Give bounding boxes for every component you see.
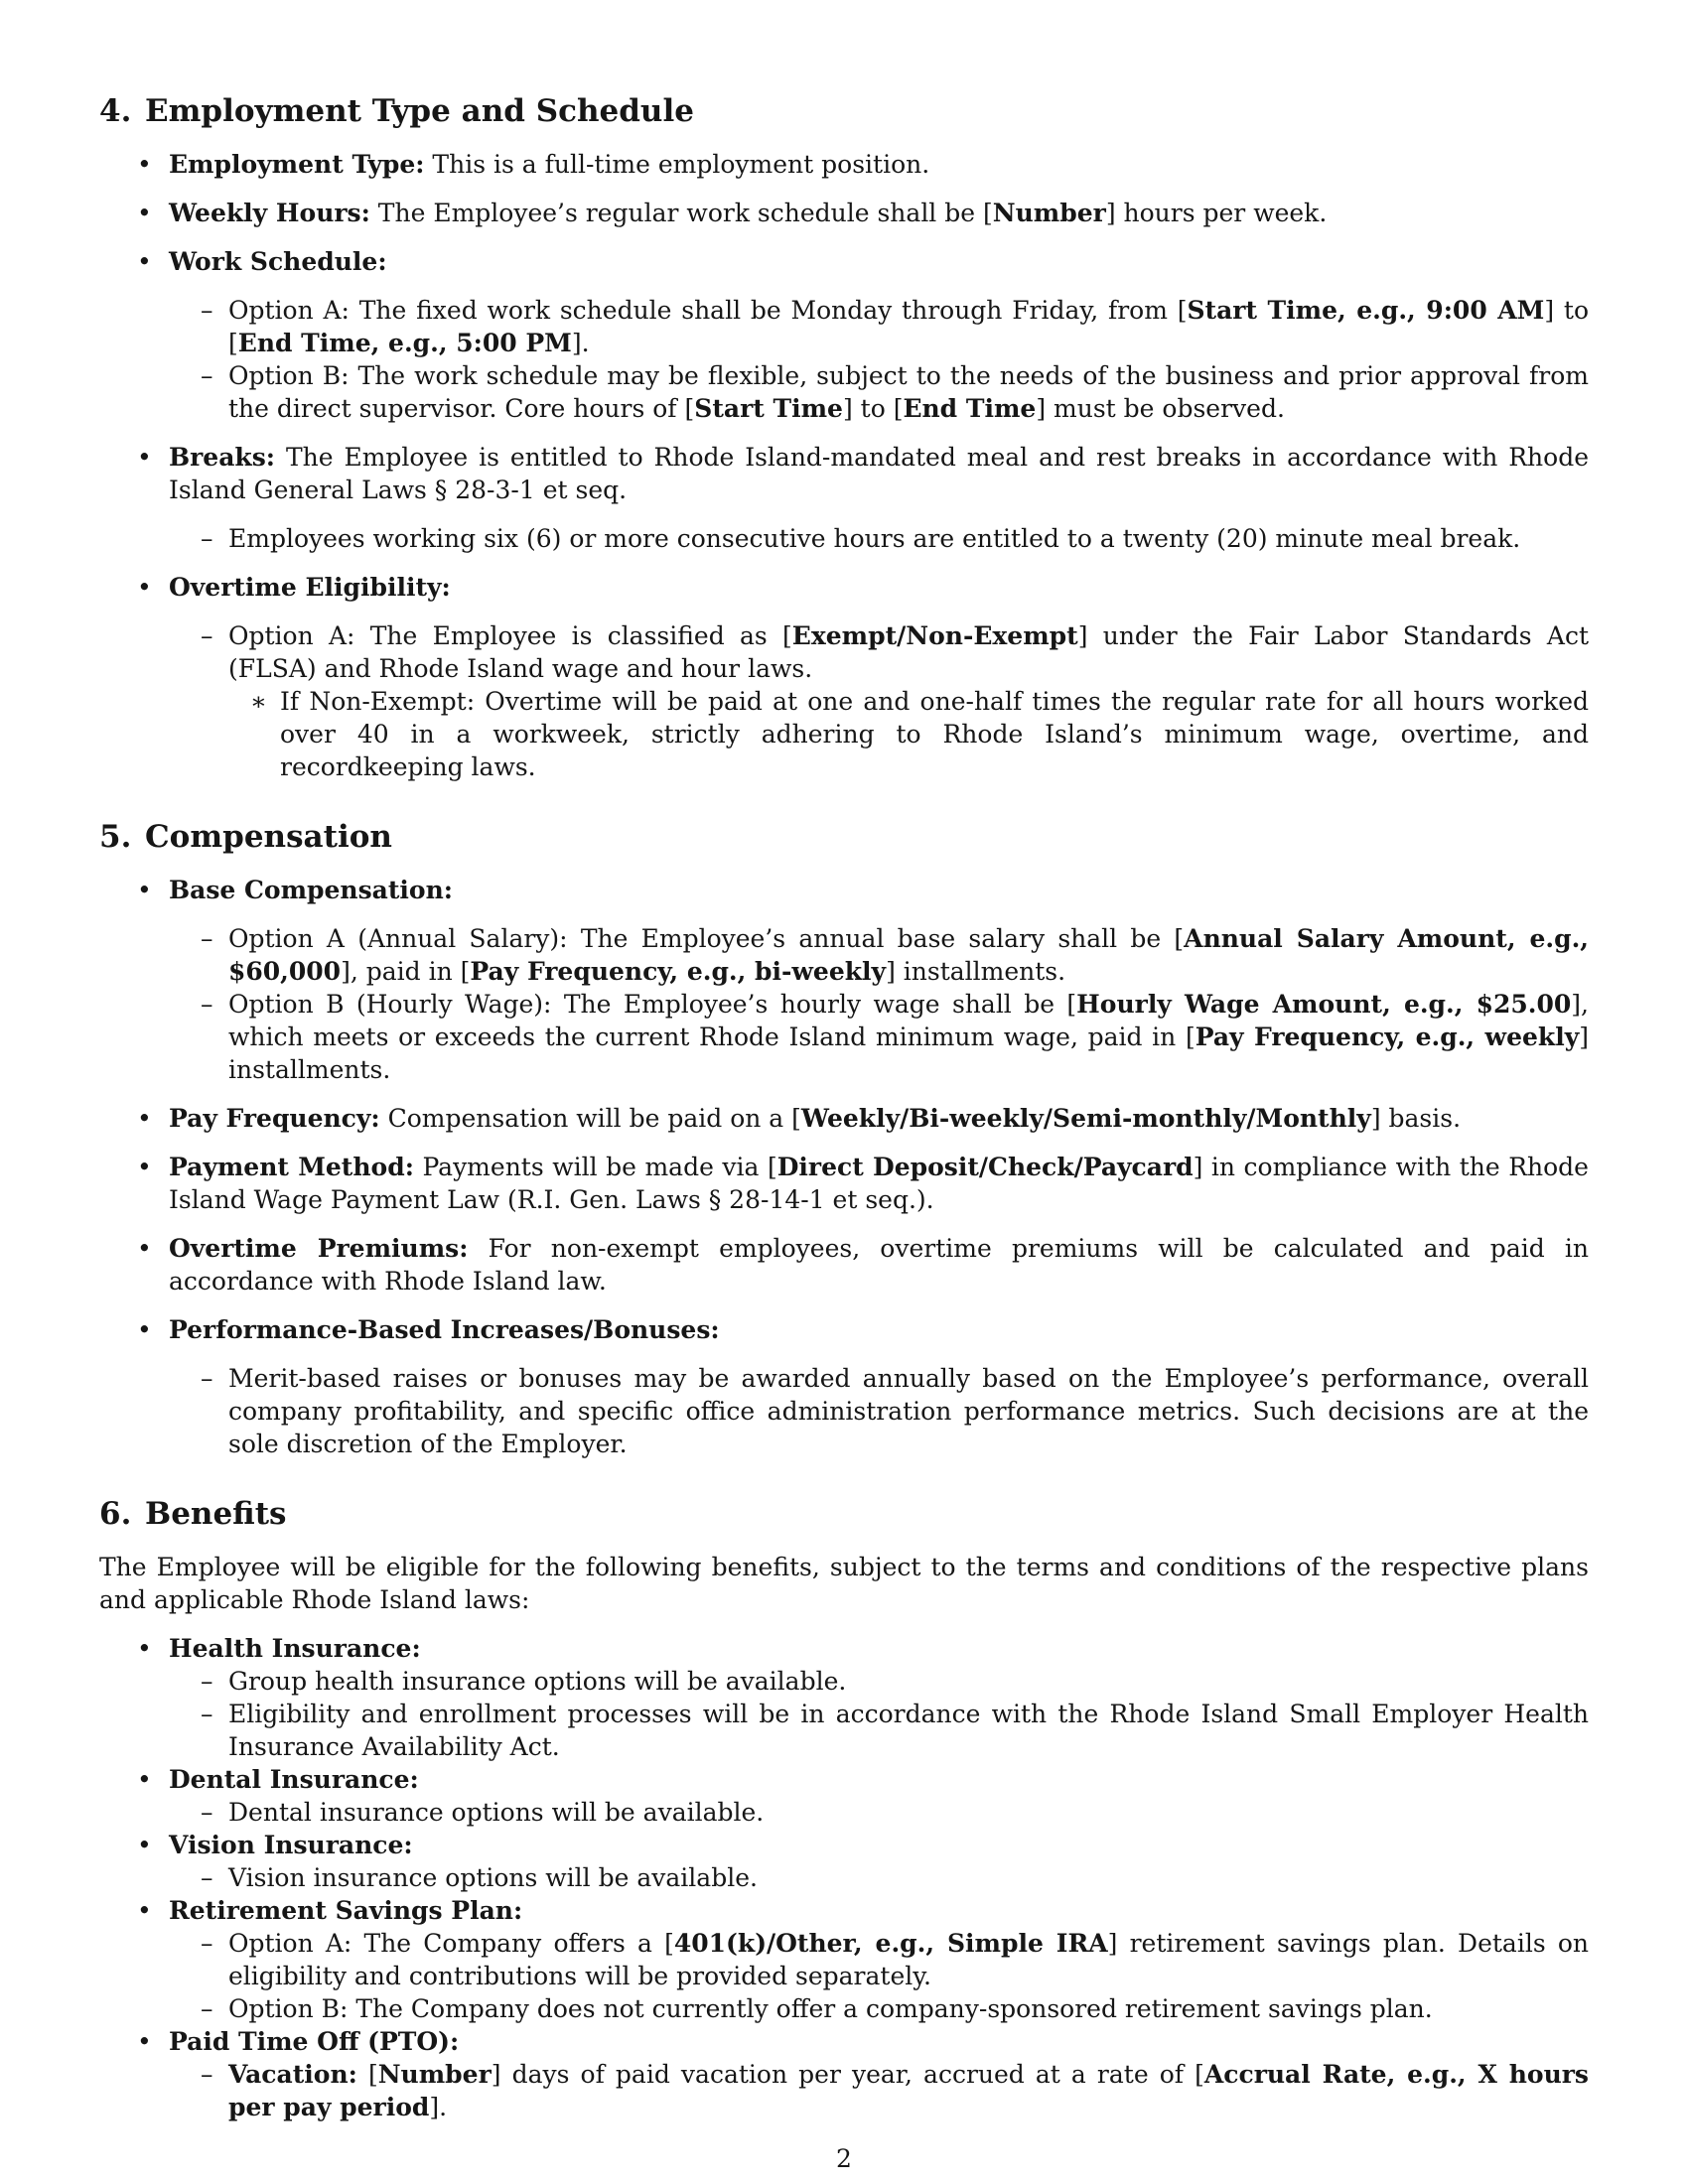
option-b-retirement: – Option B: The Company does not currently offer a company-sponsored retirement savings plan.	[99, 1992, 1589, 2025]
list-item-dental-insurance: • Dental Insurance: – Dental insurance options will be available.	[99, 1763, 1589, 1829]
health-item: – Eligibility and enrollment processes will be in accordance with the Rhode Island Small Employer Health Insurance Availability Act.	[99, 1698, 1589, 1763]
list-item-health-insurance: • Health Insurance: – Group health insurance options will be available. – Eligibility and enrollment processes will be in accordance with the Rhode Island Small Employer Health Insurance Availability Act.	[99, 1632, 1589, 1763]
list-item-base-compensation: • Base Compensation: – Option A (Annual Salary): The Employee’s annual base salary shall be [Annual Salary Amount, e.g., $60,000], paid in [Pay Frequency, e.g., bi-weekly] installments. – Option B (Hourly Wage): The Employee’s hourly wage shall be [Hourly Wage Amount, e.g., $25.00], which meets or exceeds the current Rhode Island minimum wage, paid in [Pay Frequency, e.g., weekly] installments.	[99, 874, 1589, 1086]
vacation-item: – Vacation: [Number] days of paid vacation per year, accrued at a rate of [Accrual Rate, e.g., X hours per pay period].	[99, 2058, 1589, 2123]
list-item-employment-type: • Employment Type: This is a full-time employment position.	[99, 148, 1589, 181]
section-heading	[99, 1494, 1589, 1534]
document-page	[99, 91, 1589, 2157]
section-number: 4.	[99, 93, 132, 129]
section-benefits	[99, 1494, 1589, 2123]
section-list	[99, 148, 1589, 783]
option-a-salary: – Option A (Annual Salary): The Employee’s annual base salary shall be [Annual Salary Amount, e.g., $60,000], paid in [Pay Frequency, e.g., bi-weekly] installments.	[99, 922, 1589, 988]
sub-list	[169, 522, 1589, 555]
meal-break-rule: – Employees working six (6) or more consecutive hours are entitled to a twenty (20) minute meal break.	[99, 522, 1589, 555]
section-title: Benefits	[145, 1496, 287, 1532]
sub-list	[169, 619, 1589, 783]
list-item-breaks: • Breaks: The Employee is entitled to Rhode Island-mandated meal and rest breaks in accordance with Rhode Island General Laws § 28-3-1 et seq. – Employees working six (6) or more consecutive hours are entitled to a twenty (20) minute meal break.	[99, 441, 1589, 555]
list-item-overtime-premiums: • Overtime Premiums: For non-exempt employees, overtime premiums will be calculated and paid in accordance with Rhode Island law.	[99, 1232, 1589, 1297]
list-item-weekly-hours: • Weekly Hours: The Employee’s regular work schedule shall be [Number] hours per week.	[99, 197, 1589, 229]
section-title: Employment Type and Schedule	[145, 93, 694, 129]
benefits-intro: The Employee will be eligible for the following benefits, subject to the terms and conditions of the respective plans and applicable Rhode Island laws:	[99, 1553, 1589, 1614]
sub-list	[169, 294, 1589, 425]
sub-list	[169, 1927, 1589, 2025]
health-item: – Group health insurance options will be available.	[99, 1665, 1589, 1698]
option-a-overtime: – Option A: The Employee is classified as [Exempt/Non-Exempt] under the Fair Labor Standards Act (FLSA) and Rhode Island wage and hour laws. ∗ If Non-Exempt: Overtime will be paid at one and one-half times the regular rate for all hours worked over 40 in a workweek, strictly adhering to Rhode Island’s minimum wage, overtime, and recordkeeping laws.	[99, 619, 1589, 783]
sub-list	[169, 1861, 1589, 1894]
sub-list	[169, 922, 1589, 1086]
section-heading	[99, 817, 1589, 857]
sub-list	[169, 1665, 1589, 1763]
section-number: 6.	[99, 1496, 132, 1532]
list-item-performance-increases: • Performance-Based Increases/Bonuses: – Merit-based raises or bonuses may be awarded annually based on the Employee’s performance, overall company profitability, and specific office administration performance metrics. Such decisions are at the sole discretion of the Employer.	[99, 1313, 1589, 1460]
list-item-overtime-eligibility: • Overtime Eligibility: – Option A: The Employee is classified as [Exempt/Non-Exempt] under the Fair Labor Standards Act (FLSA) and Rhode Island wage and hour laws. ∗ If Non-Exempt: Overtime will be paid at one and one-half times the regular rate for all hours worked over 40 in a workweek, strictly adhering to Rhode Island’s minimum wage, overtime, and recordkeeping laws.	[99, 571, 1589, 783]
list-item-pay-frequency: • Pay Frequency: Compensation will be paid on a [Weekly/Bi-weekly/Semi-monthly/Monthly] basis.	[99, 1102, 1589, 1135]
merit-raises-text: – Merit-based raises or bonuses may be awarded annually based on the Employee’s performance, overall company profitability, and specific office administration performance metrics. Such decisions are at the sole discretion of the Employer.	[99, 1362, 1589, 1460]
option-b-hourly: – Option B (Hourly Wage): The Employee’s hourly wage shall be [Hourly Wage Amount, e.g., $25.00], which meets or exceeds the current Rhode Island minimum wage, paid in [Pay Frequency, e.g., weekly] installments.	[99, 988, 1589, 1086]
sub-list	[169, 1362, 1589, 1460]
sub-sub-list	[228, 685, 1589, 783]
option-b-schedule: – Option B: The work schedule may be flexible, subject to the needs of the business and prior approval from the direct supervisor. Core hours of [Start Time] to [End Time] must be observed.	[99, 359, 1589, 425]
list-item-payment-method: • Payment Method: Payments will be made via [Direct Deposit/Check/Paycard] in compliance with the Rhode Island Wage Payment Law (R.I. Gen. Laws § 28-14-1 et seq.).	[99, 1151, 1589, 1216]
vision-item: – Vision insurance options will be available.	[99, 1861, 1589, 1894]
section-list	[99, 1632, 1589, 2123]
list-item-retirement-plan: • Retirement Savings Plan: – Option A: The Company offers a [401(k)/Other, e.g., Simple IRA] retirement savings plan. Details on eligibility and contributions will be provided separately. – Option B: The Company does not currently offer a company-sponsored retirement savings plan.	[99, 1894, 1589, 2025]
list-item-work-schedule: • Work Schedule: – Option A: The fixed work schedule shall be Monday through Friday, from [Start Time, e.g., 9:00 AM] to [End Time, e.g., 5:00 PM]. – Option B: The work schedule may be flexible, subject to the needs of the business and prior approval from the direct supervisor. Core hours of [Start Time] to [End Time] must be observed.	[99, 245, 1589, 425]
list-item-vision-insurance: • Vision Insurance: – Vision insurance options will be available.	[99, 1829, 1589, 1894]
section-number: 5.	[99, 819, 132, 855]
section-compensation	[99, 817, 1589, 1460]
sub-list	[169, 1796, 1589, 1829]
dental-item: – Dental insurance options will be available.	[99, 1796, 1589, 1829]
section-title: Compensation	[145, 819, 392, 855]
section-employment-type-schedule	[99, 91, 1589, 783]
non-exempt-overtime-rule: ∗ If Non-Exempt: Overtime will be paid at one and one-half times the regular rate for all hours worked over 40 in a workweek, strictly adhering to Rhode Island’s minimum wage, overtime, and recordkeeping laws.	[99, 685, 1589, 783]
section-heading	[99, 91, 1589, 131]
sub-list	[169, 2058, 1589, 2123]
option-a-schedule: – Option A: The fixed work schedule shall be Monday through Friday, from [Start Time, e.g., 9:00 AM] to [End Time, e.g., 5:00 PM].	[99, 294, 1589, 359]
option-a-retirement: – Option A: The Company offers a [401(k)/Other, e.g., Simple IRA] retirement savings plan. Details on eligibility and contributions will be provided separately.	[99, 1927, 1589, 1992]
section-list	[99, 874, 1589, 1460]
list-item-paid-time-off: • Paid Time Off (PTO): – Vacation: [Number] days of paid vacation per year, accrued at a rate of [Accrual Rate, e.g., X hours per pay period].	[99, 2025, 1589, 2123]
page-number: 2	[836, 2144, 852, 2173]
